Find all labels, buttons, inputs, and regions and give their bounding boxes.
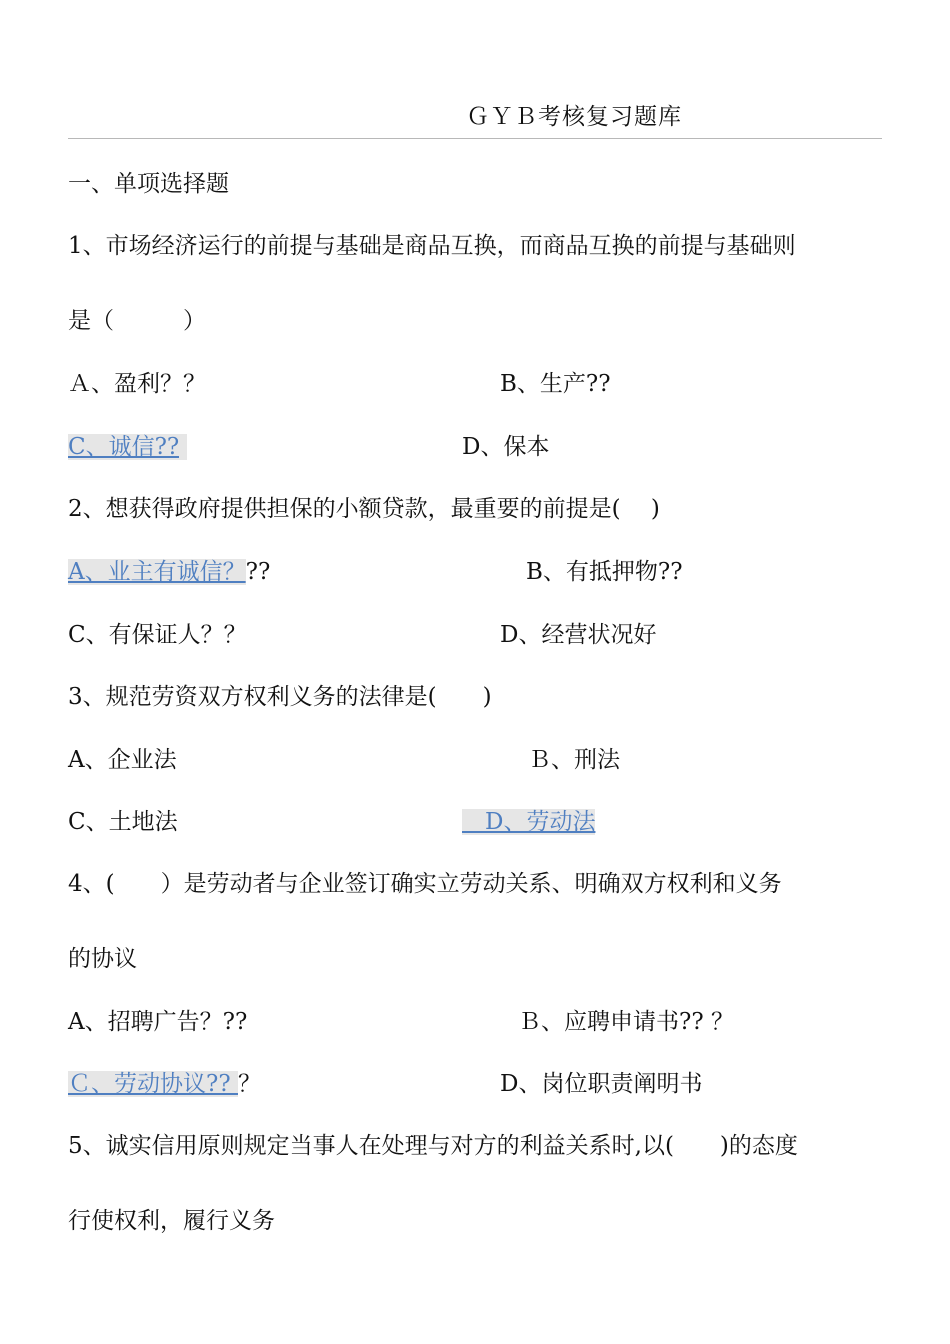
question-4-correct-answer: Ｃ、劳动协议?? [68, 1071, 238, 1097]
question-4-stem-line-2: 的协议 [68, 946, 137, 972]
question-3-correct-answer: D、劳动法 [462, 809, 596, 835]
question-4-stem-line-1: 4、( ）是劳动者与企业签订确实立劳动关系、明确双方权利和义务 [68, 871, 782, 897]
question-1-option-b: B、生产?? [500, 371, 611, 397]
question-3-option-a: A、企业法 [68, 747, 177, 773]
question-1-option-d: D、保本 [462, 434, 550, 460]
question-2-option-a-suffix: ?? [245, 559, 271, 585]
question-5-stem-line-1: 5、诚实信用原则规定当事人在处理与对方的利益关系时,以( )的态度 [68, 1133, 798, 1159]
document-title: ＧＹＢ考核复习题库 [466, 104, 682, 130]
question-2-option-a [68, 557, 270, 587]
question-1-stem-line-2: 是（ ） [68, 308, 206, 334]
question-1-stem-line-1: 1、市场经济运行的前提与基础是商品互换，而商品互换的前提与基础则 [68, 233, 796, 259]
question-5-stem-line-2: 行使权利，履行义务 [68, 1208, 275, 1234]
question-2-option-d: D、经营状况好 [500, 622, 657, 648]
question-2-option-b: B、有抵押物?? [526, 559, 683, 585]
question-2-correct-answer: A、业主有诚信？ [68, 559, 246, 585]
question-1-correct-answer: C、诚信?? [68, 434, 180, 460]
question-2-stem: 2、想获得政府提供担保的小额贷款，最重要的前提是( ) [68, 496, 660, 522]
question-4-option-d: D、岗位职责阐明书 [500, 1071, 703, 1097]
question-3-option-b: Ｂ、刑法 [528, 747, 620, 773]
question-1-option-c [68, 432, 187, 462]
question-4-option-b: Ｂ、应聘申请书?? ？ [518, 1009, 734, 1035]
header-rule [68, 138, 882, 139]
section-heading: 一、单项选择题 [68, 171, 229, 197]
question-1-option-a: Ａ、盈利？？ [68, 371, 206, 397]
question-3-option-c: C、土地法 [68, 809, 178, 835]
question-2-option-c: C、有保证人？？ [68, 622, 247, 648]
question-3-stem: 3、规范劳资双方权利义务的法律是( ) [68, 684, 492, 710]
question-4-option-c [68, 1069, 261, 1099]
question-4-option-c-suffix: ？ [237, 1071, 261, 1097]
question-1-option-c-pad [179, 434, 186, 460]
question-3-option-d [462, 807, 595, 837]
question-4-option-a: A、招聘广告？?? [68, 1009, 248, 1035]
